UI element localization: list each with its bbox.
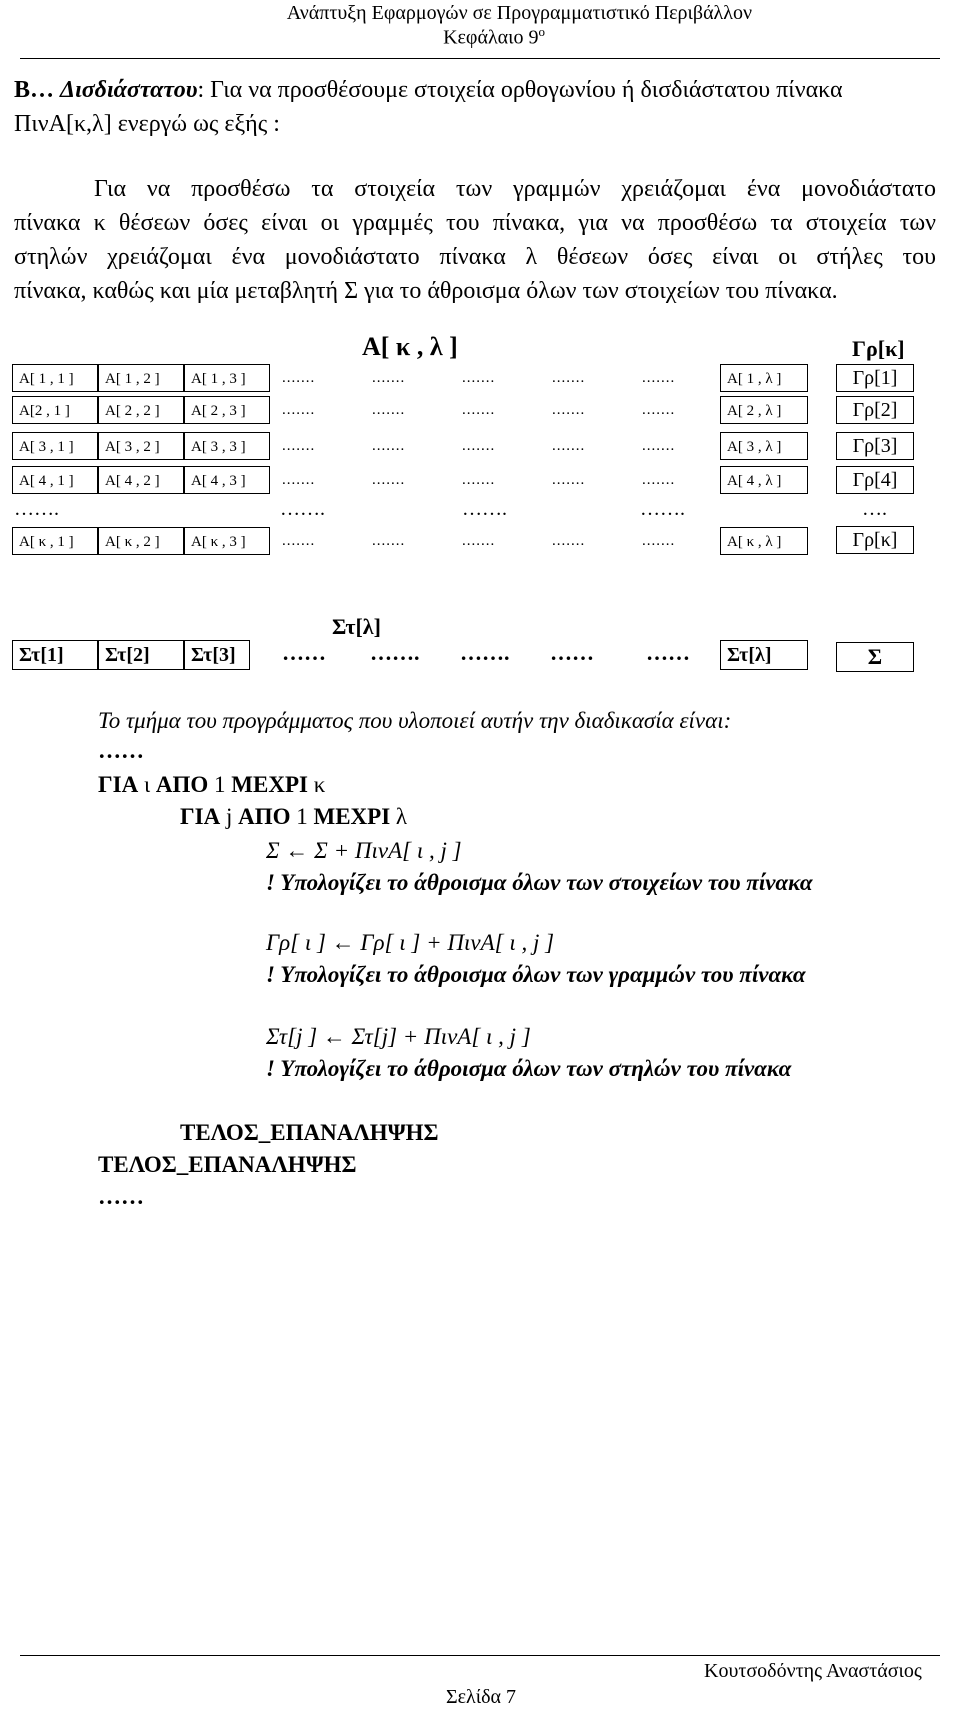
assign-arrow-icon: ←: [322, 1024, 346, 1049]
column-sum-dots: …….: [460, 640, 510, 665]
matrix-dots: .......: [372, 370, 406, 386]
row-sum-cell: Γρ[3]: [836, 432, 914, 460]
stmt-lhs: Σ: [266, 838, 280, 863]
matrix-dots: .......: [552, 472, 586, 488]
column-sum-dots: ……: [646, 640, 690, 665]
footer-author: Κουτσοδόντης Αναστάσιος: [704, 1660, 922, 1682]
matrix-dots: .......: [282, 438, 316, 454]
end-inner-loop: ΤΕΛΟΣ_ΕΠΑΝΑΛΗΨΗΣ: [180, 1120, 439, 1145]
gap-dots: …….: [14, 498, 59, 520]
matrix-dots: .......: [282, 472, 316, 488]
row-sum-title: Γρ[κ]: [852, 336, 905, 361]
header-chapter-sup: ο: [538, 24, 545, 39]
column-sum-dots: …….: [370, 640, 420, 665]
matrix-cell: Α[ 3 , 2 ]: [98, 432, 184, 460]
matrix-cell: Α[ 1 , 1 ]: [12, 364, 98, 392]
stmt-rhs: Στ[j] + ΠινΑ[ ι , j ]: [351, 1024, 531, 1049]
value: 1: [296, 804, 308, 829]
for-outer-line: [98, 772, 325, 798]
row-sum-cell: Γρ[2]: [836, 396, 914, 424]
comment-1: ! Υπολογίζει το άθροισμα όλων των στοιχείων του πίνακα: [266, 870, 813, 895]
matrix-dots: .......: [552, 438, 586, 454]
matrix-cell: Α[ 4 , 2 ]: [98, 466, 184, 494]
comment-3: ! Υπολογίζει το άθροισμα όλων των στηλών του πίνακα: [266, 1056, 792, 1081]
matrix-title: Α[ κ , λ ]: [362, 332, 458, 361]
column-sum-dots: ……: [282, 640, 326, 665]
matrix-dots: .......: [462, 438, 496, 454]
intro-line-2: ΠινΑ[κ,λ] ενεργώ ως εξής :: [14, 111, 280, 137]
stmt-lhs: Γρ[ ι ]: [266, 930, 326, 955]
matrix-cell: Α[ 1 , λ ]: [720, 364, 808, 392]
footer-page: Σελίδα 7: [446, 1686, 517, 1708]
value: λ: [395, 804, 408, 829]
paragraph-line-4: πίνακα, καθώς και μία μεταβλητή Σ για το άθροισμα όλων των στοιχείων του πίνακα.: [14, 278, 838, 304]
matrix-cell: Α[ κ , 1 ]: [12, 527, 98, 555]
keyword: ΑΠΟ: [155, 772, 209, 797]
stmt-lhs: Στ[j ]: [266, 1024, 318, 1049]
matrix-cell: Α[ κ , λ ]: [720, 527, 808, 555]
gap-dots: ….: [862, 498, 887, 520]
matrix-cell: Α[2 , 1 ]: [12, 396, 98, 424]
matrix-cell: Α[ 3 , λ ]: [720, 432, 808, 460]
header-chapter-text: Κεφάλαιο 9: [443, 26, 539, 49]
intro-line-1: [14, 73, 944, 107]
matrix-cell: Α[ κ , 2 ]: [98, 527, 184, 555]
keyword: ΓΙΑ: [180, 804, 221, 829]
statement-3: [266, 1024, 531, 1050]
matrix-dots: .......: [552, 402, 586, 418]
keyword: ΑΠΟ: [238, 804, 291, 829]
matrix-cell: Α[ κ , 3 ]: [184, 527, 270, 555]
matrix-dots: .......: [282, 533, 316, 549]
matrix-dots: .......: [642, 438, 676, 454]
matrix-dots: .......: [642, 472, 676, 488]
for-inner-line: [180, 804, 407, 830]
matrix-dots: .......: [642, 402, 676, 418]
total-sum-cell: Σ: [836, 642, 914, 672]
matrix-dots: .......: [282, 370, 316, 386]
intro-rest: : Για να προσθέσουμε στοιχεία ορθογωνίου ή δισδιάστατου πίνακα: [197, 77, 843, 103]
assign-arrow-icon: ←: [331, 930, 355, 955]
matrix-dots: .......: [462, 402, 496, 418]
matrix-cell: Α[ 4 , 1 ]: [12, 466, 98, 494]
end-outer-loop: ΤΕΛΟΣ_ΕΠΑΝΑΛΗΨΗΣ: [98, 1152, 357, 1177]
matrix-cell: Α[ 3 , 1 ]: [12, 432, 98, 460]
keyword: ΓΙΑ: [98, 772, 139, 797]
intro-lead: Β…: [14, 77, 55, 103]
matrix-cell: Α[ 2 , λ ]: [720, 396, 808, 424]
matrix-cell: Α[ 4 , 3 ]: [184, 466, 270, 494]
code-ellipsis-top: ……: [98, 738, 144, 763]
intro-term: Δισδιάστατου: [60, 77, 198, 103]
matrix-dots: .......: [372, 438, 406, 454]
matrix-cell: Α[ 1 , 3 ]: [184, 364, 270, 392]
paragraph-line-2: πίνακα κ θέσεων όσες είναι οι γραμμές του πίνακα, για να προσθέσω τα στοιχεία των: [14, 210, 936, 236]
matrix-cell: Α[ 1 , 2 ]: [98, 364, 184, 392]
column-sum-title: Στ[λ]: [332, 614, 381, 639]
gap-dots: …….: [280, 498, 325, 520]
code-intro: Το τμήμα του προγράμματος που υλοποιεί αυτήν την διαδικασία είναι:: [98, 708, 732, 733]
matrix-dots: .......: [462, 533, 496, 549]
matrix-dots: .......: [642, 370, 676, 386]
header-chapter: [0, 24, 545, 50]
variable: ι: [143, 772, 151, 797]
row-sum-cell: Γρ[4]: [836, 466, 914, 494]
column-sum-dots: ……: [550, 640, 594, 665]
column-sum-cell: Στ[1]: [12, 640, 98, 670]
stmt-rhs: Σ + ΠινΑ[ ι , j ]: [314, 838, 462, 863]
matrix-cell: Α[ 2 , 2 ]: [98, 396, 184, 424]
keyword: ΜΕΧΡΙ: [313, 804, 391, 829]
footer-rule: [20, 1655, 940, 1656]
keyword: ΜΕΧΡΙ: [231, 772, 308, 797]
header-title: Ανάπτυξη Εφαρμογών σε Προγραμματιστικό Περιβάλλον: [286, 2, 752, 24]
code-ellipsis-bottom: ……: [98, 1184, 144, 1209]
variable: j: [225, 804, 233, 829]
matrix-dots: .......: [282, 402, 316, 418]
value: 1: [214, 772, 226, 797]
row-sum-cell: Γρ[κ]: [836, 526, 914, 554]
matrix-cell: Α[ 2 , 3 ]: [184, 396, 270, 424]
statement-2: [266, 930, 554, 956]
header-rule: [20, 58, 940, 59]
gap-dots: …….: [462, 498, 507, 520]
matrix-dots: .......: [462, 472, 496, 488]
matrix-cell: Α[ 4 , λ ]: [720, 466, 808, 494]
value: κ: [313, 772, 326, 797]
paragraph-line-1: Για να προσθέσω τα στοιχεία των γραμμών χρειάζομαι ένα μονοδιάστατο: [94, 176, 936, 202]
stmt-rhs: Γρ[ ι ] + ΠινΑ[ ι , j ]: [360, 930, 555, 955]
matrix-cell: Α[ 3 , 3 ]: [184, 432, 270, 460]
matrix-dots: .......: [372, 402, 406, 418]
paragraph-line-3: στηλών χρειάζομαι ένα μονοδιάστατο πίνακα λ θέσεων όσες είναι οι στήλες του: [14, 244, 936, 270]
row-sum-cell: Γρ[1]: [836, 364, 914, 392]
matrix-dots: .......: [642, 533, 676, 549]
matrix-dots: .......: [462, 370, 496, 386]
assign-arrow-icon: ←: [285, 838, 309, 863]
column-sum-cell: Στ[2]: [98, 640, 184, 670]
matrix-dots: .......: [372, 533, 406, 549]
comment-2: ! Υπολογίζει το άθροισμα όλων των γραμμών του πίνακα: [266, 962, 806, 987]
matrix-dots: .......: [552, 370, 586, 386]
matrix-dots: .......: [372, 472, 406, 488]
column-sum-cell: Στ[λ]: [720, 640, 808, 670]
statement-1: [266, 838, 462, 864]
gap-dots: …….: [640, 498, 685, 520]
column-sum-cell: Στ[3]: [184, 640, 250, 670]
matrix-dots: .......: [552, 533, 586, 549]
